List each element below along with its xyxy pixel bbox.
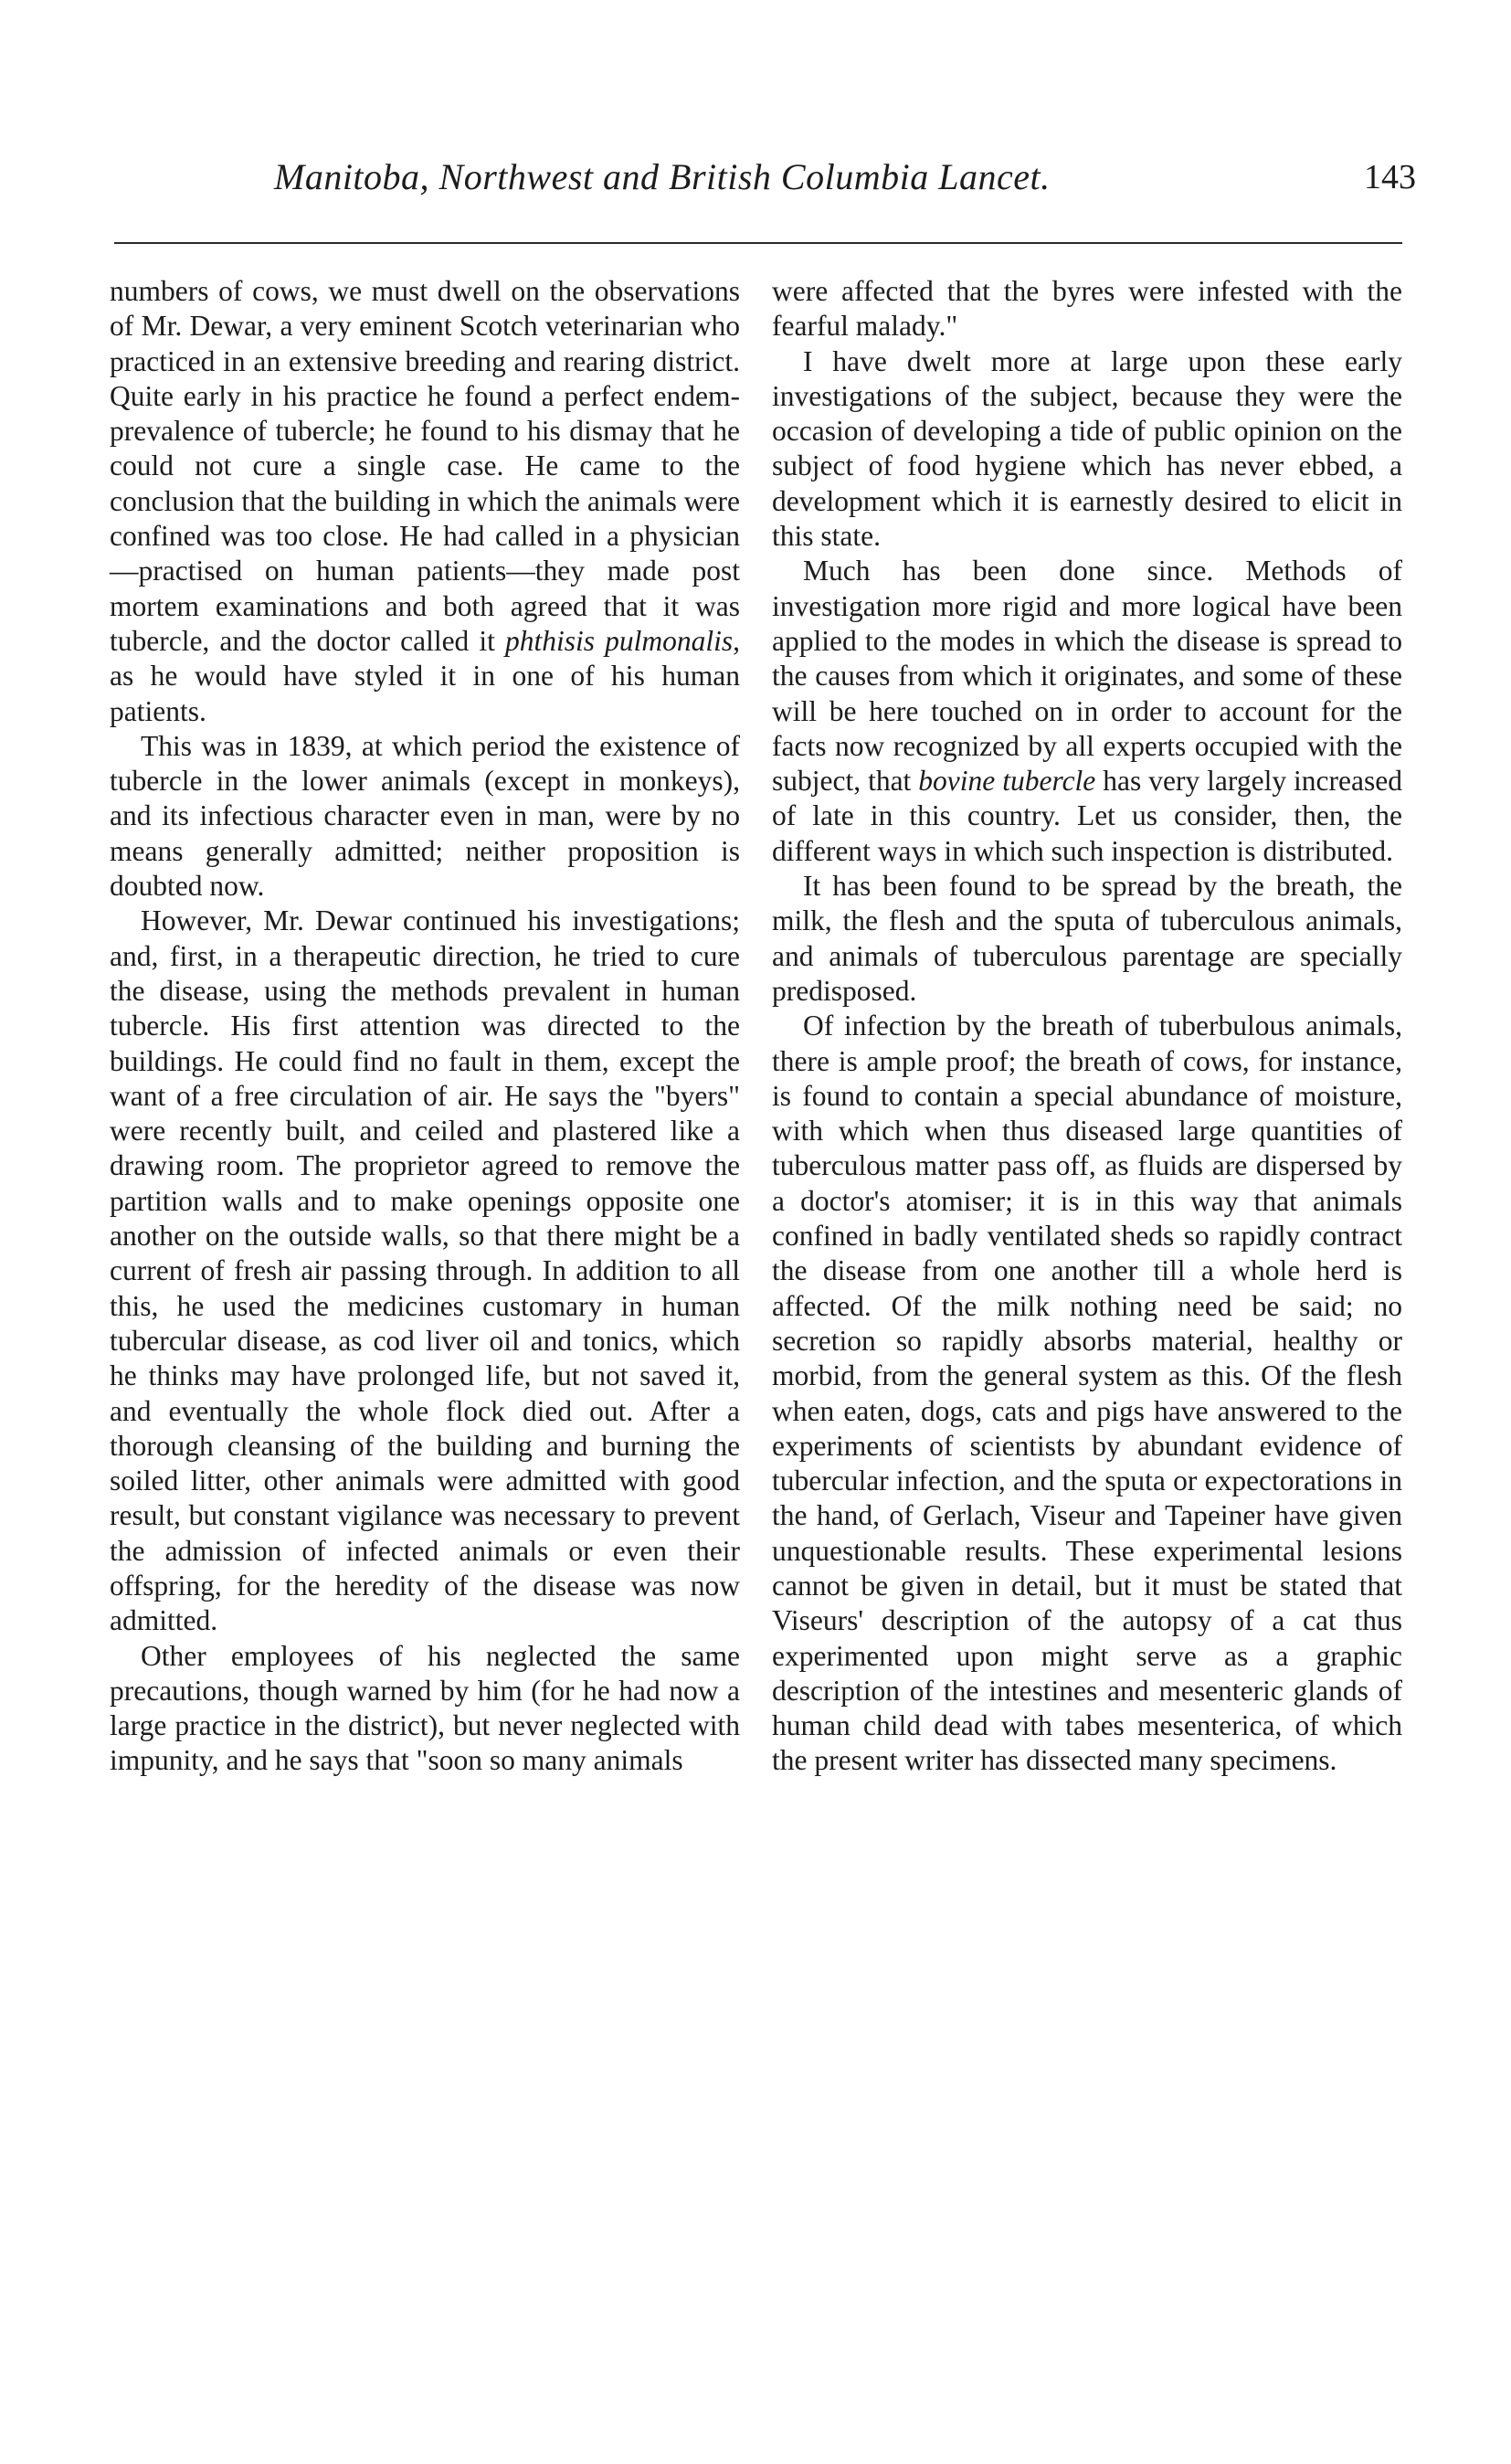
- page-number: 143: [1364, 158, 1416, 196]
- italic-term: phthisis pulmonalis: [505, 624, 734, 657]
- running-title: Manitoba, Northwest and British Columbia Lancet.: [274, 156, 1051, 197]
- page-header: [110, 155, 1416, 210]
- paragraph: were affected that the byres were infested with the fearful malady.": [772, 275, 1402, 343]
- paragraph: Of infection by the breath of tuberbulous animals, there is ample proof; the breath of cows, for instance, is found to contain a special abundance of moisture, with which when thus diseased large quantities of tuberculous matter pass off, as fluids are dispersed by a doctor's atomiser; it is in this way that animals confined in badly ventilated sheds so rapidly contract the disease from one another till a whole herd is affected. Of the milk nothing need be said; no secretion so rapidly absorbs material, healthy or morbid, from the general system as this. Of the flesh when eaten, dogs, cats and pigs have answered to the experiments of scientists by abundant evidence of tubercular infection, and the sputa or expectorations in the hand, of Gerlach, Viseur and Tapeiner have given unquestionable results. These experimental lesions cannot be given in detail, but it must be stated that Viseurs' description of the autopsy of a cat thus experimented upon might serve as a graphic description of the intestines and mesenteric glands of human child dead with tabes mesenterica, of which the present writer has dissected many specimens.: [772, 1010, 1402, 1777]
- text-run: , as he would have styled it in one of his human patients.: [110, 624, 740, 727]
- text-run: Much has been done since. Methods of investigation more rigid and more logical have been applied to the modes in which the disease is spread to the causes from which it originates, and some of these will be here touched on in order to account for the facts now recognized by all experts occupied with the subject, that: [772, 555, 1402, 798]
- paragraph: It has been found to be spread by the breath, the milk, the flesh and the sputa of tuberculous animals, and animals of tuberculous parentage are specially predisposed.: [772, 870, 1402, 1007]
- text-run: numbers of cows, we must dwell on the observations of Mr. Dewar, a very eminent Scotch veterinarian who practiced in an extensive breeding and rearing district. Quite early in his practice he found a perfect endem-prevalence of tubercle; he found to his dismay that he could not cure a single case. He came to the conclusion that the building in which the animals were confined was too close. He had called in a physician—practised on human patients—they made post mortem examinations and both agreed that it was tubercle, and the doctor called it: [110, 275, 740, 657]
- right-column: [772, 274, 1402, 2375]
- paragraph: Other employees of his neglected the same precautions, though warned by him (for he had now a large practice in the district), but never neglected with impunity, and he says that "soon so many animals: [110, 1639, 740, 1777]
- italic-term: bovine tubercle: [918, 765, 1096, 798]
- paragraph: This was in 1839, at which period the existence of tubercle in the lower animals (except in monkeys), and its infectious character even in man, were by no means generally admitted; neither proposition is doubted now.: [110, 729, 740, 903]
- paragraph: [110, 274, 740, 729]
- paragraph: [772, 554, 1402, 869]
- left-column: [110, 274, 740, 2375]
- header-rule: [114, 242, 1402, 244]
- paragraph: However, Mr. Dewar continued his investigations; and, first, in a therapeutic direction, he tried to cure the disease, using the methods prevalent in human tubercle. His first attention was directed to the buildings. He could find no fault in them, except the want of a free circulation of air. He says the "byers" were recently built, and ceiled and plastered like a drawing room. The proprietor agreed to remove the partition walls and to make openings opposite one another on the outside walls, so that there might be a current of fresh air passing through. In addition to all this, he used the medicines customary in human tubercular disease, as cod liver oil and tonics, which he thinks may have prolonged life, but not saved it, and eventually the whole flock died out. After a thorough cleansing of the building and burning the soiled litter, other animals were admitted with good result, but constant vigilance was necessary to prevent the admission of infected animals or even their offspring, for the heredity of the disease was now admitted.: [110, 904, 740, 1637]
- text-run: has very largely increased of late in this country. Let us consider, then, the different ways in which such inspection is distributed.: [772, 765, 1402, 867]
- paragraph: I have dwelt more at large upon these early investigations of the subject, because they were the occasion of developing a tide of public opinion on the subject of food hygiene which has never ebbed, a development which it is earnestly desired to elicit in this state.: [772, 344, 1402, 553]
